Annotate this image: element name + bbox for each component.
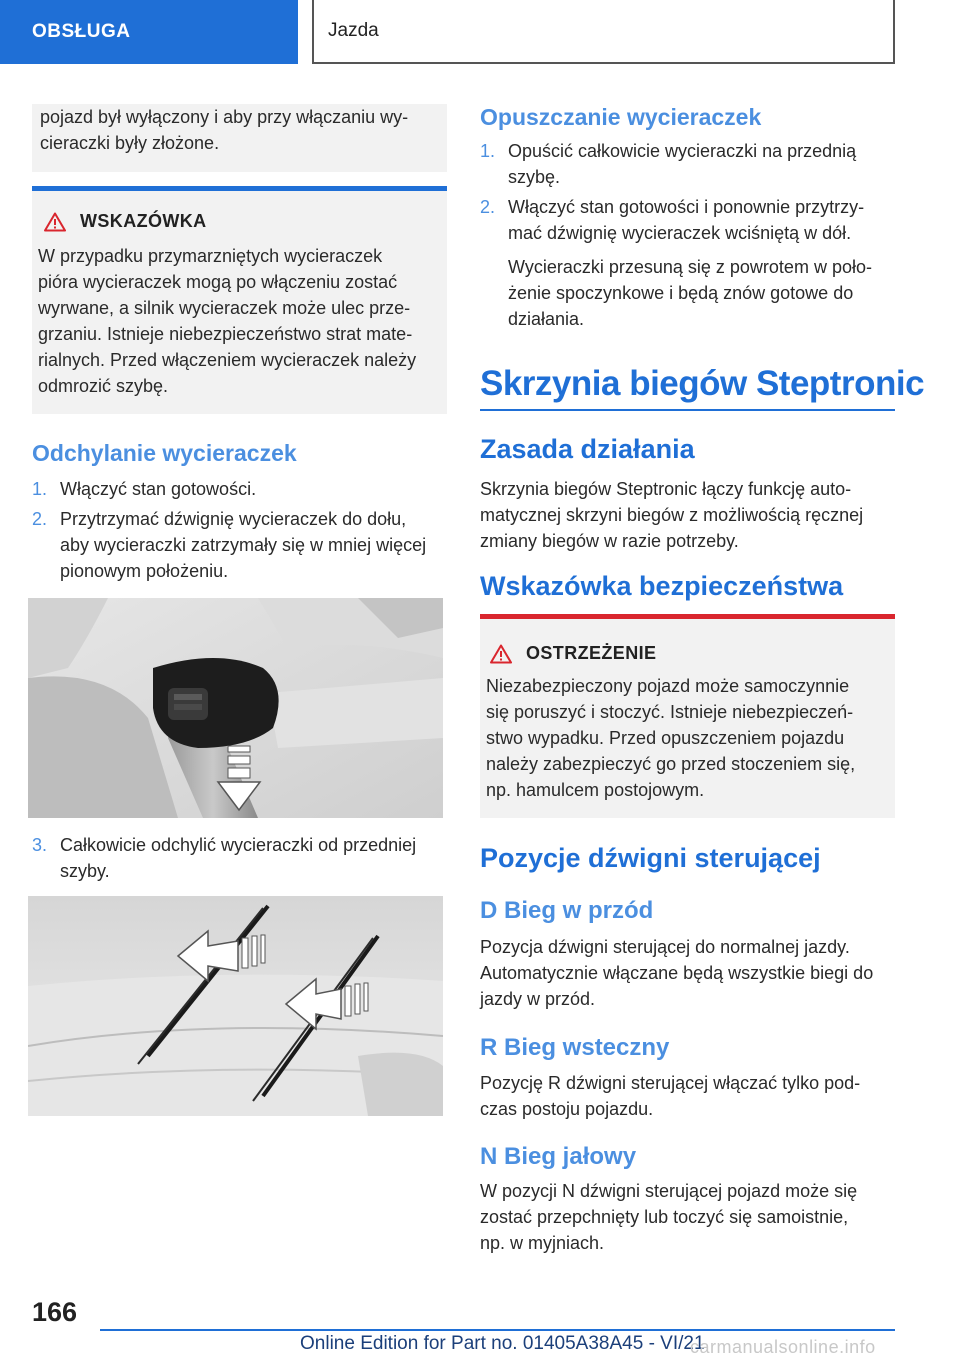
heading-raise-wipers: Odchylanie wycieraczek [32,440,297,466]
raise-step3-list [32,832,452,884]
step-number: 1. [32,479,48,499]
lower-steps-list [480,138,900,246]
warning-title: OSTRZEŻENIE [526,643,657,663]
section-tab: OBSŁUGA [0,0,298,64]
page-number: 166 [32,1297,78,1327]
wiper-lever-illustration [28,598,443,818]
footer-rule [100,1329,895,1331]
heading-lower-wipers: Opuszczanie wycieraczek [480,104,762,130]
heading-principle: Zasada działania [480,434,695,464]
warning-box [480,619,895,818]
title-rule [480,409,895,411]
heading-lever-positions: Pozycje dźwigni sterującej [480,843,821,873]
intro-text: pojazd był wyłączony i aby przy włączaniu wy- cieraczki były złożone. [40,107,409,153]
list-item [32,476,452,502]
reverse-text: Pozycję R dźwigni sterującej włączać tylko pod- czas postoju pojazdu. [480,1073,861,1119]
list-item [480,138,900,190]
step-result-text: Wycieraczki przesuną się z powrotem w poło- żenie spoczynkowe i będą znów gotowe do działania. [508,257,872,329]
edition-info: Online Edition for Part no. 01405A38A45 - VI/21 [300,1333,705,1354]
list-item [32,832,452,884]
step-number: 2. [32,509,48,529]
heading-reverse: R Bieg wsteczny [480,1034,670,1061]
step-text: Całkowicie odchylić wycieraczki od przedniej szyby. [60,835,417,881]
warning-header [490,643,656,664]
step-number: 1. [480,141,496,161]
watermark: carmanualsonline.info [690,1337,876,1357]
note-header [44,211,207,232]
raise-steps-list [32,476,452,584]
warning-text: Niezabezpieczony pojazd może samoczynnie się poruszyć i stoczyć. Istnieje niebezpieczeń- stwo wypadku. Przed opuszczeniem pojazdu należy zabezpieczyć go przed stoczeniem się, np. hamulcem postojowym. [486,676,856,800]
warning-triangle-icon [490,644,512,664]
step-text: Włączyć stan gotowości. [60,479,257,499]
note-box [32,191,447,414]
step-number: 2. [480,197,496,217]
step-text: Włączyć stan gotowości i ponownie przytrzy- mać dźwignię wycieraczek wciśniętą w dół. [508,197,865,243]
heading-drive: D Bieg w przód [480,897,654,924]
heading-safety: Wskazówka bezpieczeństwa [480,571,844,601]
neutral-text: W pozycji N dźwigni sterującej pojazd może się zostać przepchnięty lub toczyć się samoistnie, np. w myjniach. [480,1181,858,1253]
step-text: Przytrzymać dźwignię wycieraczek do dołu, aby wycieraczki zatrzymały się w mniej więcej pionowym położeniu. [60,509,427,581]
intro-box [32,104,447,172]
drive-text: Pozycja dźwigni sterującej do normalnej jazdy. Automatycznie włączane będą wszystkie biegi do jazdy w przód. [480,937,874,1009]
note-title: WSKAZÓWKA [80,211,207,231]
warning-triangle-icon [44,212,66,232]
heading-neutral: N Bieg jałowy [480,1143,637,1170]
chapter-title: Jazda [312,0,895,64]
list-item [480,194,900,246]
note-text: W przypadku przymarzniętych wycieraczek pióra wycieraczek mogą po włączeniu zostać wyrwane, a silnik wycieraczek może ulec prze- grzaniu. Istnieje niebezpieczeństwo strat mate- rialnych. Przed włączeniem wycieraczek należy odmrozić szybę. [38,246,417,396]
wipers-raised-illustration [28,896,443,1116]
principle-text: Skrzynia biegów Steptronic łączy funkcję auto- matycznej skrzyni biegów z możliwością ręcznej zmiany biegów w razie potrzeby. [480,479,864,551]
step-text: Opuścić całkowicie wycieraczki na przednią szybę. [508,141,857,187]
list-item [32,506,452,584]
step-number: 3. [32,835,48,855]
page-title: Skrzynia biegów Steptronic [480,364,925,403]
